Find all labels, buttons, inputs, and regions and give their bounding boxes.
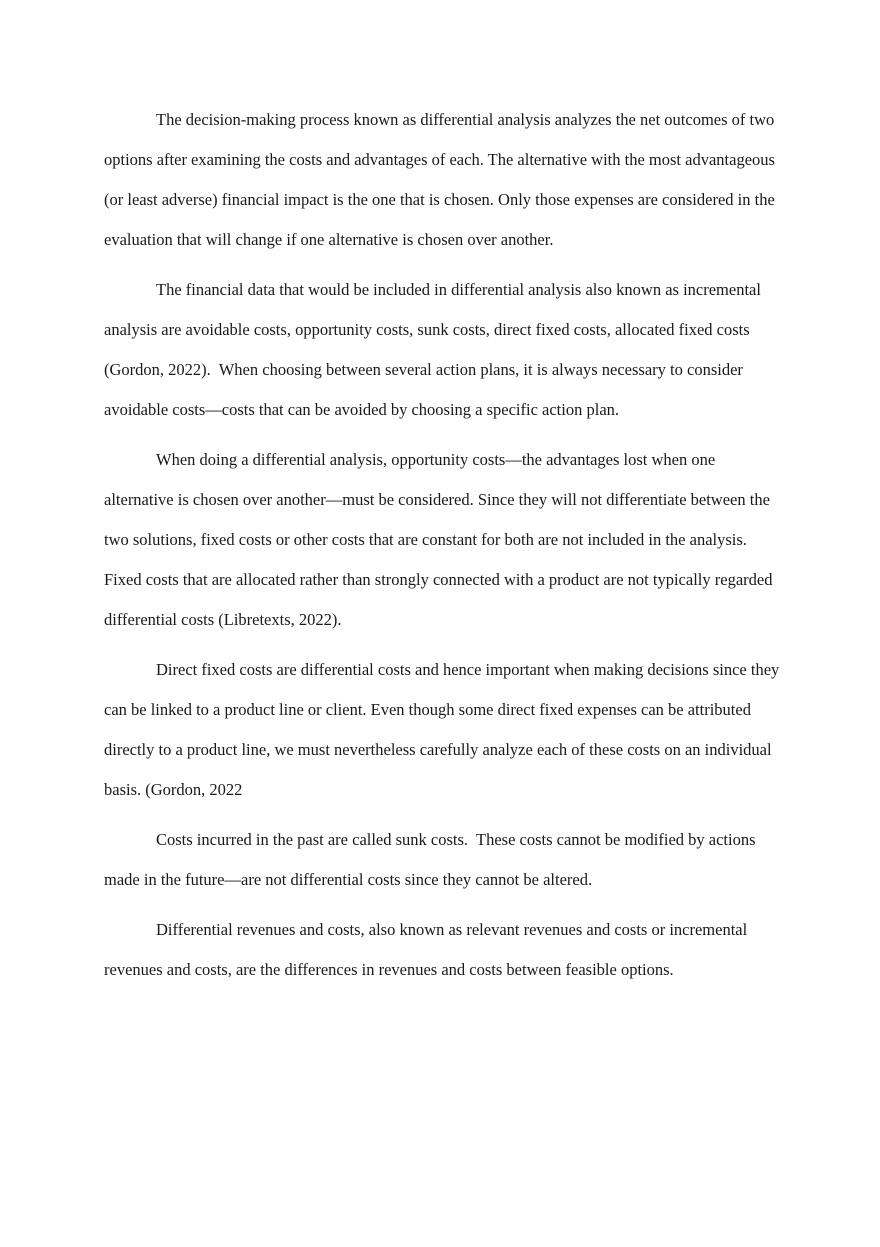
paragraph-opportunity-costs: When doing a differential analysis, opportunity costs—the advantages lost when one alternative is chosen over another—must be considered. Since they will not differentiate between the two solutions, fixed costs or other costs that are constant for both are not included in the analysis. Fixed costs that are allocated rather than strongly connected with a product are not typically regarded differential costs (Libretexts, 2022).: [104, 450, 777, 629]
paragraph-financial-data: The financial data that would be included in differential analysis also known as incremental analysis are avoidable costs, opportunity costs, sunk costs, direct fixed costs, allocated fixed costs (Gordon, 2022). When choosing between several action plans, it is always necessary to consider avoidable costs—costs that can be avoided by choosing a specific action plan.: [104, 280, 766, 419]
paragraph-differential-analysis: The decision-making process known as differential analysis analyzes the net outcomes of two options after examining the costs and advantages of each. The alternative with the most advantageous (or least adverse) financial impact is the one that is chosen. Only those expenses are considered in the evaluation that will change if one alternative is chosen over another.: [104, 110, 780, 249]
paragraph-direct-fixed-costs: Direct fixed costs are differential costs and hence important when making decisions since they can be linked to a product line or client. Even though some direct fixed expenses can be attributed directly to a product line, we must nevertheless carefully analyze each of these costs on an individual basis. (Gordon, 2022: [104, 660, 784, 799]
paragraph-differential-revenues: Differential revenues and costs, also known as relevant revenues and costs or incremental revenues and costs, are the differences in revenues and costs between feasible options.: [104, 920, 752, 979]
paragraph-sunk-costs: Costs incurred in the past are called sunk costs. These costs cannot be modified by actions made in the future—are not differential costs since they cannot be altered.: [104, 830, 760, 889]
document-body: [104, 100, 784, 1000]
